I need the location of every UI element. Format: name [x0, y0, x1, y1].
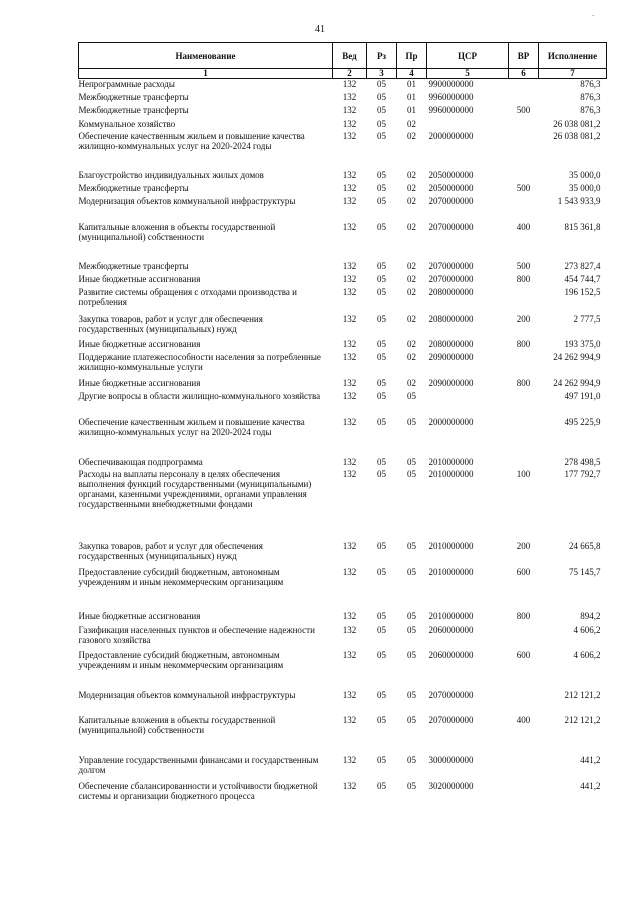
row-rz: 05	[377, 286, 386, 297]
row-rz: 05	[377, 221, 386, 232]
row-csr: 2000000000	[428, 416, 474, 427]
header-amount: Исполнение	[539, 43, 607, 69]
row-pr: 05	[407, 610, 416, 621]
budget-execution-table	[78, 42, 607, 849]
row-vr: 600	[516, 649, 531, 660]
row-ved: 132	[342, 351, 357, 362]
row-vr: 500	[516, 182, 531, 193]
row-name: Развитие системы обращения с отходами производства и потребления	[78, 286, 297, 307]
row-vr: 500	[516, 104, 531, 115]
table-row	[79, 625, 607, 650]
row-name: Предоставление субсидий бюджетным, автономным учреждениям и иным некоммерческим организациям	[78, 566, 284, 587]
row-csr: 3000000000	[428, 754, 474, 765]
row-name: Поддержание платежеспособности населения за потребленные жилищно-коммунальные услуги	[78, 351, 321, 372]
row-rz: 05	[377, 273, 386, 284]
table-row	[79, 417, 607, 457]
row-csr: 2080000000	[428, 286, 474, 297]
row-amount: 876,3	[580, 104, 601, 115]
row-vr: 800	[516, 610, 531, 621]
row-pr: 02	[407, 118, 416, 129]
table-row	[79, 131, 607, 170]
table-body	[79, 79, 607, 849]
row-name: Коммунальное хозяйство	[78, 118, 176, 129]
row-csr: 2010000000	[428, 468, 474, 479]
row-ved: 132	[342, 714, 357, 725]
row-vr: 800	[516, 338, 531, 349]
row-vr: 800	[516, 273, 531, 284]
row-csr: 2010000000	[428, 566, 474, 577]
row-rz: 05	[377, 610, 386, 621]
row-amount: 4 606,2	[573, 649, 601, 660]
row-pr: 05	[407, 468, 416, 479]
row-csr: 3020000000	[428, 780, 474, 791]
row-rz: 05	[377, 351, 386, 362]
row-amount: 24 262 994,9	[553, 377, 601, 388]
row-name: Капитальные вложения в объекты государственной (муниципальной) собственности	[78, 714, 276, 735]
row-rz: 05	[377, 91, 386, 102]
table-row	[79, 352, 607, 378]
row-pr: 05	[407, 780, 416, 791]
row-amount: 1 543 933,9	[557, 195, 601, 206]
row-vr: 100	[516, 468, 531, 479]
row-csr	[427, 391, 509, 417]
row-name: Закупка товаров, работ и услуг для обеспечения государственных (муниципальных) нужд	[78, 313, 263, 334]
row-vr: 200	[516, 313, 531, 324]
row-csr: 2070000000	[428, 714, 474, 725]
row-ved: 132	[342, 104, 357, 115]
row-csr: 2070000000	[428, 221, 474, 232]
row-rz: 05	[377, 390, 386, 401]
row-ved: 132	[342, 390, 357, 401]
row-ved: 132	[342, 130, 357, 141]
row-ved: 132	[342, 416, 357, 427]
row-rz: 05	[377, 416, 386, 427]
row-amount: 2 777,5	[573, 313, 601, 324]
row-csr: 2070000000	[428, 273, 474, 284]
row-ved: 132	[342, 377, 357, 388]
header-pr: Пр	[397, 43, 427, 69]
row-rz: 05	[377, 624, 386, 635]
row-rz: 05	[377, 104, 386, 115]
header-ved: Вед	[333, 43, 367, 69]
header-name: Наименование	[79, 43, 333, 69]
row-pr: 02	[407, 313, 416, 324]
row-csr: 2080000000	[428, 338, 474, 349]
row-pr: 05	[407, 566, 416, 577]
row-rz: 05	[377, 118, 386, 129]
row-pr: 05	[407, 416, 416, 427]
row-amount: 497 191,0	[564, 390, 601, 401]
row-name: Другие вопросы в области жилищно-коммунального хозяйства	[78, 390, 321, 401]
row-vr: 800	[516, 377, 531, 388]
table-row	[79, 261, 607, 274]
row-rz: 05	[377, 130, 386, 141]
table-row	[79, 378, 607, 391]
row-amount: 24 262 994,9	[553, 351, 601, 362]
row-name: Межбюджетные трансферты	[78, 260, 189, 271]
row-csr: 2000000000	[428, 130, 474, 141]
row-amount: 212 121,2	[564, 689, 601, 700]
row-rz: 05	[377, 754, 386, 765]
row-rz: 05	[377, 377, 386, 388]
row-vr	[509, 170, 539, 183]
row-csr: 2010000000	[428, 456, 474, 467]
row-name: Управление государственными финансами и государственным долгом	[78, 754, 319, 775]
row-name: Обеспечение сбалансированности и устойчивости бюджетной системы и организации бюджетного процесса	[78, 780, 318, 801]
row-ved: 132	[342, 313, 357, 324]
row-rz: 05	[377, 456, 386, 467]
row-name: Межбюджетные трансферты	[78, 182, 189, 193]
row-name: Благоустройство индивидуальных жилых домов	[78, 169, 264, 180]
row-rz: 05	[377, 260, 386, 271]
row-pr: 01	[407, 104, 416, 115]
row-pr: 05	[407, 649, 416, 660]
row-amount: 35 000,0	[569, 182, 601, 193]
row-amount: 454 744,7	[564, 273, 601, 284]
row-pr: 01	[407, 79, 416, 89]
table-row	[79, 274, 607, 287]
row-name: Модернизация объектов коммунальной инфраструктуры	[78, 689, 296, 700]
row-vr	[509, 417, 539, 457]
row-csr: 2090000000	[428, 351, 474, 362]
row-csr: 2010000000	[428, 610, 474, 621]
row-pr: 05	[407, 624, 416, 635]
table-row	[79, 715, 607, 755]
row-amount: 26 038 081,2	[553, 130, 601, 141]
table-row	[79, 469, 607, 541]
row-pr: 05	[407, 754, 416, 765]
row-rz: 05	[377, 689, 386, 700]
row-name: Непрограммные расходы	[78, 79, 175, 89]
row-amount: 495 225,9	[564, 416, 601, 427]
row-amount: 24 665,8	[569, 540, 601, 551]
row-name: Межбюджетные трансферты	[78, 91, 189, 102]
row-csr: 2060000000	[428, 624, 474, 635]
table-row	[79, 119, 607, 131]
row-rz: 05	[377, 313, 386, 324]
row-amount: 4 606,2	[573, 624, 601, 635]
table-row	[79, 457, 607, 469]
column-number: 7	[539, 69, 607, 79]
row-csr: 9900000000	[428, 79, 474, 89]
row-csr: 2010000000	[428, 540, 474, 551]
row-amount: 815 361,8	[564, 221, 601, 232]
header-csr: ЦСР	[427, 43, 509, 69]
row-vr	[509, 781, 539, 849]
row-csr: 2070000000	[428, 195, 474, 206]
header-row	[79, 43, 607, 69]
row-name: Межбюджетные трансферты	[78, 104, 189, 115]
table-row	[79, 611, 607, 625]
row-name: Иные бюджетные ассигнования	[78, 273, 201, 284]
table-row	[79, 650, 607, 690]
row-amount: 876,3	[580, 79, 601, 89]
row-ved: 132	[342, 456, 357, 467]
row-ved: 132	[342, 566, 357, 577]
row-amount: 876,3	[580, 91, 601, 102]
row-csr	[427, 119, 509, 131]
row-name: Иные бюджетные ассигнования	[78, 377, 201, 388]
row-pr: 02	[407, 221, 416, 232]
row-ved: 132	[342, 79, 357, 89]
row-ved: 132	[342, 260, 357, 271]
row-rz: 05	[377, 79, 386, 89]
table-row	[79, 567, 607, 611]
row-ved: 132	[342, 195, 357, 206]
row-name: Иные бюджетные ассигнования	[78, 338, 201, 349]
row-name: Обеспечение качественным жильем и повышение качества жилищно-коммунальных услуг на 2020-2024 годы	[78, 416, 305, 437]
row-vr	[509, 79, 539, 92]
row-ved: 132	[342, 610, 357, 621]
row-ved: 132	[342, 221, 357, 232]
row-ved: 132	[342, 91, 357, 102]
table-row	[79, 339, 607, 352]
row-vr	[509, 352, 539, 378]
row-name: Расходы на выплаты персоналу в целях обеспечения выполнения функций государственными (муниципальными) органами, казенными учреждениями, органами управления государственными внебюджетными фондами	[78, 468, 312, 509]
table-row	[79, 781, 607, 849]
row-rz: 05	[377, 649, 386, 660]
row-rz: 05	[377, 338, 386, 349]
row-vr	[509, 196, 539, 222]
row-rz: 05	[377, 195, 386, 206]
row-csr: 2070000000	[428, 260, 474, 271]
row-vr	[509, 457, 539, 469]
column-number: 4	[397, 69, 427, 79]
row-ved: 132	[342, 649, 357, 660]
row-name: Капитальные вложения в объекты государственной (муниципальной) собственности	[78, 221, 276, 242]
column-number: 5	[427, 69, 509, 79]
table-row	[79, 105, 607, 119]
row-ved: 132	[342, 338, 357, 349]
row-pr: 02	[407, 130, 416, 141]
row-vr: 400	[516, 221, 531, 232]
row-amount: 193 375,0	[564, 338, 601, 349]
row-amount: 75 145,7	[569, 566, 601, 577]
row-rz: 05	[377, 182, 386, 193]
row-amount: 441,2	[580, 754, 601, 765]
header-rz: Рз	[367, 43, 397, 69]
row-pr: 05	[407, 689, 416, 700]
table-row	[79, 391, 607, 417]
row-rz: 05	[377, 714, 386, 725]
corner-mark: .	[592, 8, 595, 18]
row-pr: 02	[407, 195, 416, 206]
row-amount: 273 827,4	[564, 260, 601, 271]
row-pr: 02	[407, 273, 416, 284]
row-ved: 132	[342, 273, 357, 284]
table-row	[79, 79, 607, 92]
column-number: 3	[367, 69, 397, 79]
page-number: 41	[315, 24, 325, 35]
row-ved: 132	[342, 182, 357, 193]
row-ved: 132	[342, 286, 357, 297]
row-vr	[509, 625, 539, 650]
row-amount: 26 038 081,2	[553, 118, 601, 129]
row-ved: 132	[342, 169, 357, 180]
row-csr: 2090000000	[428, 377, 474, 388]
row-pr: 02	[407, 260, 416, 271]
table-row	[79, 196, 607, 222]
row-csr: 2070000000	[428, 689, 474, 700]
row-pr: 02	[407, 338, 416, 349]
row-pr: 05	[407, 714, 416, 725]
row-ved: 132	[342, 540, 357, 551]
row-vr: 600	[516, 566, 531, 577]
table-row	[79, 183, 607, 196]
row-rz: 05	[377, 540, 386, 551]
row-rz: 05	[377, 468, 386, 479]
row-rz: 05	[377, 169, 386, 180]
row-csr: 2050000000	[428, 169, 474, 180]
row-name: Газификация населенных пунктов и обеспечение надежности газового хозяйства	[78, 624, 315, 645]
table-row	[79, 222, 607, 261]
row-amount: 212 121,2	[564, 714, 601, 725]
row-rz: 05	[377, 566, 386, 577]
row-vr	[509, 92, 539, 105]
row-csr: 2050000000	[428, 182, 474, 193]
table-row	[79, 92, 607, 105]
row-pr: 05	[407, 540, 416, 551]
row-vr: 400	[516, 714, 531, 725]
row-ved: 132	[342, 754, 357, 765]
column-number: 1	[79, 69, 333, 79]
table-row	[79, 541, 607, 567]
row-vr: 500	[516, 260, 531, 271]
column-number: 2	[333, 69, 367, 79]
table-row	[79, 690, 607, 715]
row-name: Иные бюджетные ассигнования	[78, 610, 201, 621]
row-pr: 02	[407, 182, 416, 193]
row-name: Обеспечивающая подпрограмма	[78, 456, 203, 467]
row-vr	[509, 755, 539, 781]
header-vr: ВР	[509, 43, 539, 69]
row-vr	[509, 119, 539, 131]
row-ved: 132	[342, 468, 357, 479]
row-amount: 894,2	[580, 610, 601, 621]
row-vr: 200	[516, 540, 531, 551]
row-ved: 132	[342, 689, 357, 700]
row-vr	[509, 690, 539, 715]
column-number-row	[79, 69, 607, 79]
table-row	[79, 287, 607, 314]
table-row	[79, 314, 607, 339]
row-ved: 132	[342, 624, 357, 635]
row-vr	[509, 287, 539, 314]
row-pr: 02	[407, 169, 416, 180]
row-pr: 02	[407, 351, 416, 362]
row-ved: 132	[342, 780, 357, 791]
row-csr: 9960000000	[428, 104, 474, 115]
row-csr: 2060000000	[428, 649, 474, 660]
row-csr: 2080000000	[428, 313, 474, 324]
row-name: Обеспечение качественным жильем и повышение качества жилищно-коммунальных услуг на 2020-2024 годы	[78, 130, 305, 151]
row-pr: 02	[407, 377, 416, 388]
row-vr	[509, 131, 539, 170]
row-amount: 441,2	[580, 780, 601, 791]
column-number: 6	[509, 69, 539, 79]
row-amount: 278 498,5	[564, 456, 601, 467]
row-name: Предоставление субсидий бюджетным, автономным учреждениям и иным некоммерческим организациям	[78, 649, 284, 670]
row-amount: 35 000,0	[569, 169, 601, 180]
row-pr: 05	[407, 390, 416, 401]
row-amount: 177 792,7	[564, 468, 601, 479]
table-row	[79, 170, 607, 183]
row-pr: 02	[407, 286, 416, 297]
row-pr: 01	[407, 91, 416, 102]
row-amount: 196 152,5	[564, 286, 601, 297]
row-csr: 9960000000	[428, 91, 474, 102]
row-rz: 05	[377, 780, 386, 791]
row-pr: 05	[407, 456, 416, 467]
row-name: Закупка товаров, работ и услуг для обеспечения государственных (муниципальных) нужд	[78, 540, 263, 561]
row-vr	[509, 391, 539, 417]
table-row	[79, 755, 607, 781]
row-name: Модернизация объектов коммунальной инфраструктуры	[78, 195, 296, 206]
row-ved: 132	[342, 118, 357, 129]
